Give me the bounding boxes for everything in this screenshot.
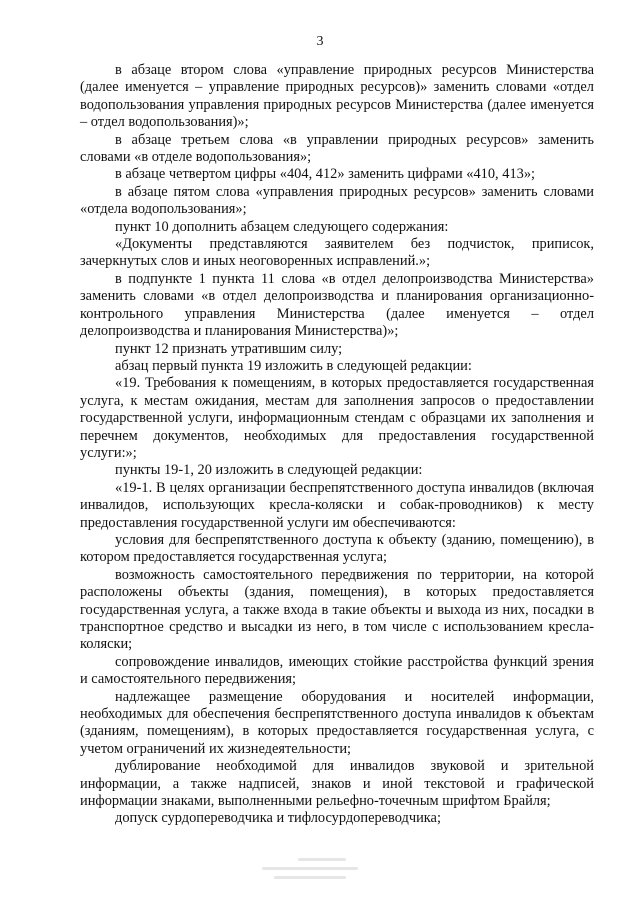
paragraph: пункт 10 дополнить абзацем следующего содержания: <box>115 218 449 235</box>
document-body <box>80 62 594 828</box>
paragraph: сопровождение инвалидов, имеющих стойкие расстройства функций зрения и самостоятельного передвижения; <box>80 653 594 688</box>
paragraph: пункты 19-1, 20 изложить в следующей редакции: <box>115 462 423 479</box>
paragraph: в абзаце пятом слова «управления природных ресурсов» заменить словами «отдела водопользования»; <box>80 183 594 218</box>
paragraph: возможность самостоятельного передвижения по территории, на которой расположены объекты (здания, помещения), в которых предоставляется государственная услуга, а также входа в такие объекты и выхода из них, посадки в транспортное средство и высадки из него, в том числе с использованием кресла-коляски; <box>80 566 594 653</box>
paragraph: условия для беспрепятственного доступа к объекту (зданию, помещению), в котором предоставляется государственная услуга; <box>80 531 594 566</box>
paragraph: допуск сурдопереводчика и тифлосурдопереводчика; <box>115 810 441 827</box>
paragraph: «19-1. В целях организации беспрепятственного доступа инвалидов (включая инвалидов, использующих кресла-коляски и собак-проводников) к месту предоставления государственной услуги им обеспечиваются: <box>80 479 594 531</box>
paragraph: «19. Требования к помещениям, в которых предоставляется государственная услуга, к местам ожидания, местам для заполнения запросов о предоставлении государственной услуги, информационным стендам с образцами их заполнения и перечнем документов, необходимых для предоставления государственной услуги:»; <box>80 375 594 461</box>
paragraph: в подпункте 1 пункта 11 слова «в отдел делопроизводства Министерства» заменить словами «в отдел делопроизводства и планирования организационно-контрольного управления Министерства (далее именуется – отдел делопроизводства и планирования Министерства)»; <box>80 270 594 340</box>
paragraph: в абзаце третьем слова «в управлении природных ресурсов» заменить словами «в отделе водопользования»; <box>80 131 594 166</box>
paragraph: пункт 12 признать утратившим силу; <box>115 340 343 357</box>
paragraph: надлежащее размещение оборудования и носителей информации, необходимых для обеспечения беспрепятственного доступа инвалидов к объектам (зданиям, помещениям), в которых предоставляется государственная услуга, с учетом ограничений их жизнедеятельности; <box>80 688 594 757</box>
paragraph: дублирование необходимой для инвалидов звуковой и зрительной информации, а также надписей, знаков и иной текстовой и графической информации знаками, выполненными рельефно-точечным шрифтом Брайля; <box>80 758 594 810</box>
page-number: 3 <box>316 34 324 49</box>
paragraph: абзац первый пункта 19 изложить в следующей редакции: <box>115 357 472 374</box>
faint-stamp <box>250 852 370 892</box>
paragraph: «Документы представляются заявителем без подчисток, приписок, зачеркнутых слов и иных неоговоренных исправлений.»; <box>80 236 594 270</box>
paragraph: в абзаце втором слова «управление природных ресурсов Министерства (далее именуется – управление природных ресурсов)» заменить словами «отдел водопользования управления природных ресурсов Министерства (далее именуется – отдел водопользования)»; <box>80 62 594 131</box>
paragraph: в абзаце четвертом цифры «404, 412» заменить цифрами «410, 413»; <box>115 166 536 183</box>
